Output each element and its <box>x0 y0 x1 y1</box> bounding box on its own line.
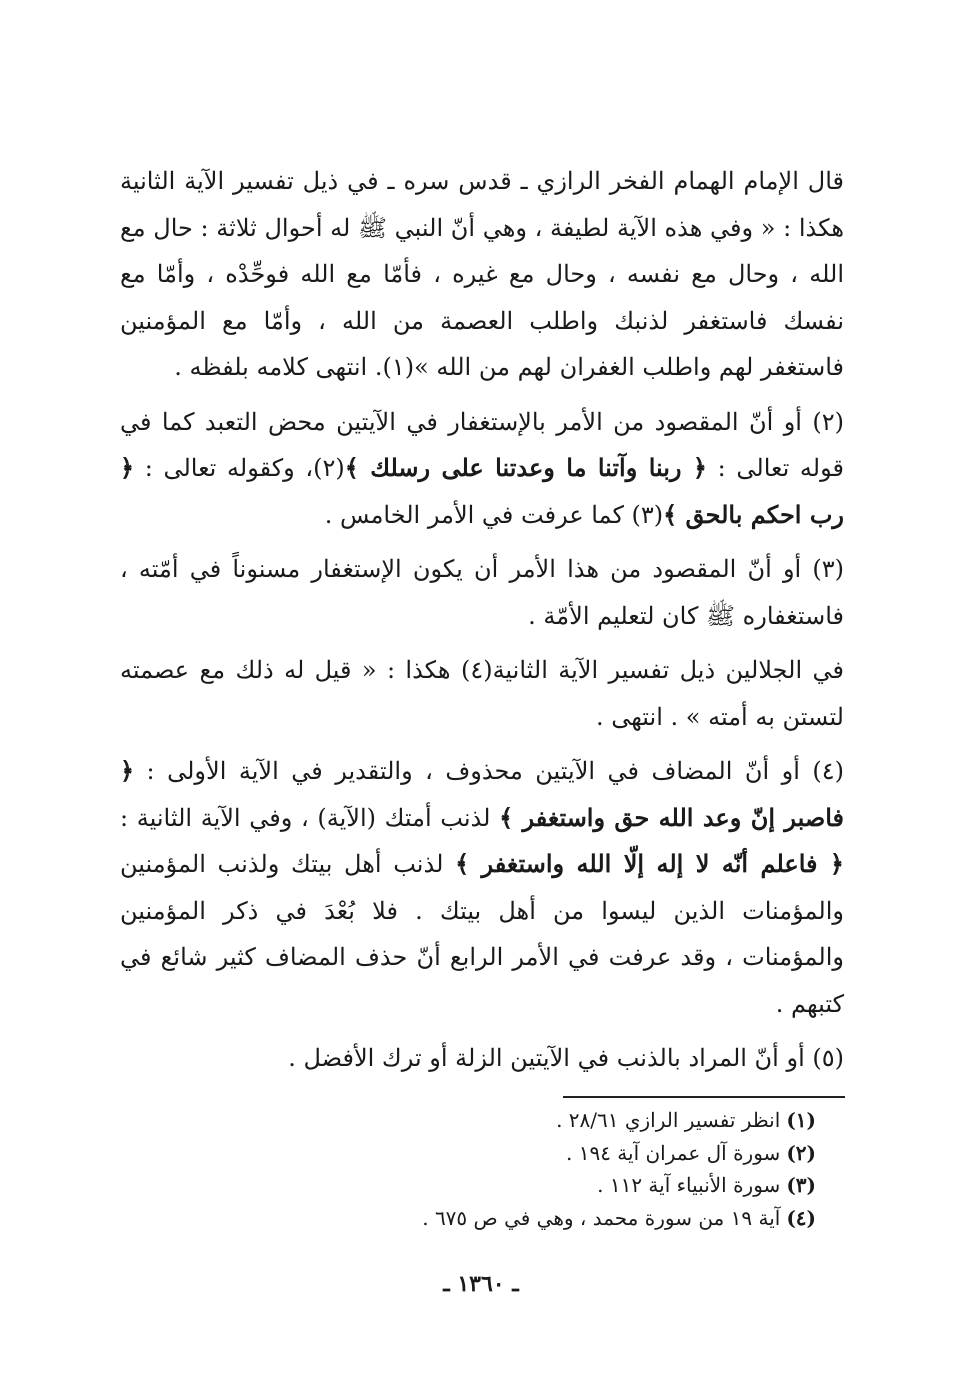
quran-quote: ﴿ فاعلم أنّه لا إله إلّا الله واستغفر ﴾ <box>455 849 844 878</box>
footnote-item <box>316 1169 816 1202</box>
paragraph-3 <box>120 546 844 639</box>
footnote-number: (٣) <box>786 1173 816 1197</box>
paragraph-4 <box>120 647 844 740</box>
paragraph-text: لذنب أهل بيتك ولذنب المؤمنين والمؤمنات الذين ليسوا من أهل بيتك . فلا بُعْدَ في ذكر المؤمنين والمؤمنات ، وقد عرفت في الأمر الرابع أنّ حذف المضاف كثير شائع في كتبهم . <box>120 850 844 1018</box>
paragraph-text: لذنب أمتك (الآية) ، وفي الآية الثانية : <box>120 803 500 832</box>
footnotes <box>316 1104 816 1234</box>
footnote-text: سورة آل عمران آية ١٩٤ . <box>565 1140 781 1165</box>
footnote-number: (٢) <box>786 1140 816 1165</box>
paragraph-text: في الجلالين ذيل تفسير الآية الثانية(٤) هكذا : « قيل له ذلك مع عصمته لتستن به أمته » . انتهى . <box>120 656 844 731</box>
paragraph-text: (٢)، وكقوله تعالى : <box>134 454 345 482</box>
paragraph-text: (٥) أو أنّ المراد بالذنب في الآيتين الزلة أو ترك الأفضل . <box>288 1044 844 1072</box>
paragraph-text: قال الإمام الهمام الفخر الرازي ـ قدس سره ـ في ذيل تفسير الآية الثانية هكذا : « وفي هذه الآية لطيفة ، وهي أنّ النبي ﷺ له أحوال ثلاثة : حال مع الله ، وحال مع نفسه ، وحال مع غيره ، فأمّا مع الله فوحِّدْه ، وأمّا مع نفسك فاستغفر لذنبك واطلب العصمة من الله ، وأمّا مع المؤمنين فاستغفر لهم واطلب الغفران لهم من الله »(١). انتهى كلامه بلفظه . <box>120 167 844 381</box>
footnote-text: آية ١٩ من سورة محمد ، وهي في ص ٦٧٥ . <box>422 1205 781 1230</box>
footnote-item <box>316 1104 816 1137</box>
paragraph-text: (٢) أو أنّ المقصود من الأمر بالإستغفار في الآيتين محض التعبد كما في قوله تعالى : <box>120 407 844 482</box>
quran-quote: ﴿ رب احكم بالحق ﴾ <box>120 453 844 529</box>
paragraph-text: (٤) أو أنّ المضاف في الآيتين محذوف ، والتقدير في الآية الأولى : <box>134 757 844 785</box>
quran-quote: ﴿ فاصبر إنّ وعد الله حق واستغفر ﴾ <box>120 756 845 832</box>
footnote-number: (٤) <box>786 1205 816 1230</box>
footnote-item <box>316 1137 816 1170</box>
footnote-separator <box>563 1096 845 1098</box>
paragraph-2 <box>120 399 844 539</box>
paragraph-text: (٣) كما عرفت في الأمر الخامس . <box>324 500 664 529</box>
footnote-text: انظر تفسير الرازي ٢٨/٦١ . <box>556 1108 781 1132</box>
paragraph-5 <box>120 748 844 1027</box>
paragraph-1 <box>120 158 844 391</box>
footnote-text: سورة الأنبياء آية ١١٢ . <box>597 1173 781 1197</box>
quran-quote: ﴿ ربنا وآتنا ما وعدتنا على رسلك ﴾ <box>344 453 707 482</box>
page-number: ـ ١٣٦٠ ـ <box>443 1271 519 1297</box>
footnote-item <box>316 1202 816 1235</box>
paragraph-6 <box>120 1035 844 1082</box>
main-text <box>120 158 844 1090</box>
paragraph-text: (٣) أو أنّ المقصود من هذا الأمر أن يكون الإستغفار مسنوناً في أمّته ، فاستغفاره ﷺ كان لتعليم الأمّة . <box>120 555 844 630</box>
footnote-number: (١) <box>786 1108 816 1132</box>
